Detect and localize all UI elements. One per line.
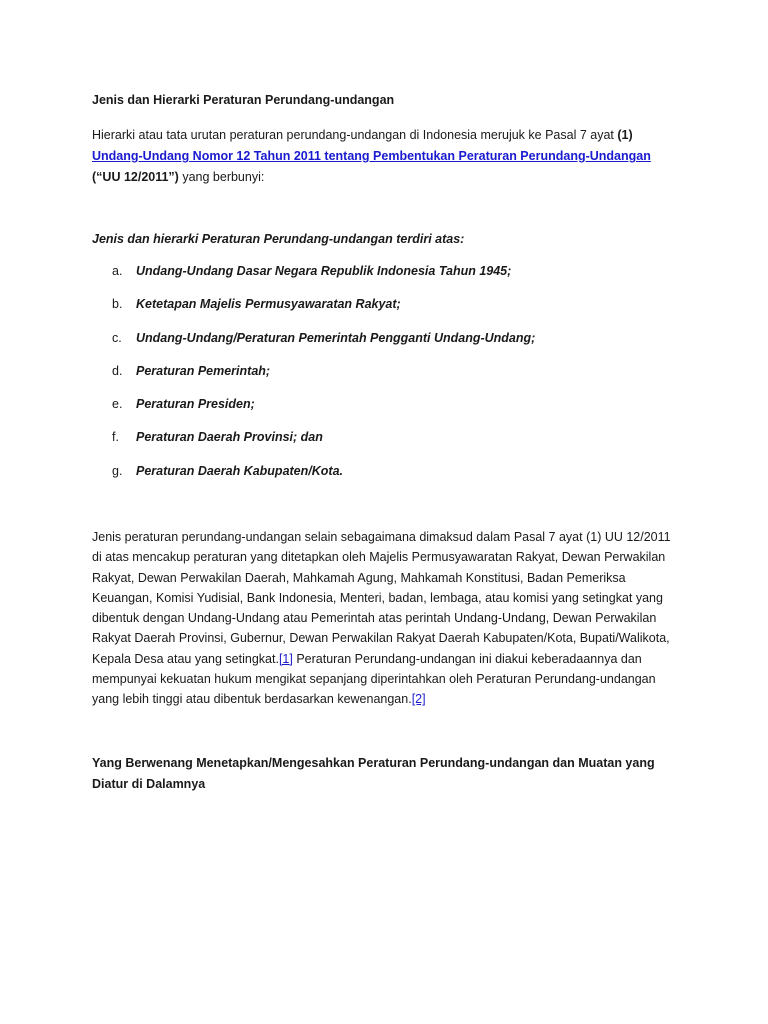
list-item-text: Peraturan Presiden; xyxy=(136,397,255,412)
list-marker: c. xyxy=(112,330,122,345)
intro-text-before: Hierarki atau tata urutan peraturan perundang-undangan di Indonesia merujuk ke Pasal 7 ayat xyxy=(92,128,618,142)
document-title: Jenis dan Hierarki Peraturan Perundang-undangan xyxy=(92,93,395,107)
list-item xyxy=(112,464,672,497)
intro-text-after: yang berbunyi: xyxy=(178,170,265,184)
paragraph-part-2: Peraturan Perundang-undangan ini diakui keberadaannya dan mempunyai kekuatan hukum mengikat sepanjang diperintahkan oleh Peraturan Perundang-undangan yang lebih tinggi atau dibentuk berdasarkan kewenangan. xyxy=(92,651,656,707)
uu-12-2011-link[interactable]: Undang-Undang Nomor 12 Tahun 2011 tentang Pembentukan Peraturan Perundang-Undangan xyxy=(92,149,651,163)
footnote-link-2[interactable]: [2] xyxy=(411,692,426,707)
list-marker: g. xyxy=(112,463,123,478)
body-paragraph xyxy=(92,527,682,710)
list-item-text: Ketetapan Majelis Permusyawaratan Rakyat; xyxy=(136,297,401,312)
list-heading: Jenis dan hierarki Peraturan Perundang-undangan terdiri atas: xyxy=(92,232,465,246)
list-item-text: Undang-Undang/Peraturan Pemerintah Pengganti Undang-Undang; xyxy=(136,330,536,345)
intro-paragraph xyxy=(92,125,682,188)
list-marker: f. xyxy=(112,430,119,445)
list-item xyxy=(112,364,672,397)
list-item-text: Peraturan Daerah Provinsi; dan xyxy=(136,430,323,445)
intro-bold-prefix: (1) xyxy=(617,128,633,142)
list-marker: d. xyxy=(112,363,123,378)
section-heading: Yang Berwenang Menetapkan/Mengesahkan Peraturan Perundang-undangan dan Muatan yang Diatur di Dalamnya xyxy=(92,756,655,791)
list-marker: b. xyxy=(112,297,123,312)
list-item xyxy=(112,331,672,364)
list-item xyxy=(112,264,672,297)
list-marker: a. xyxy=(112,264,123,278)
list-item xyxy=(112,430,672,463)
hierarchy-list xyxy=(112,264,672,497)
list-marker: e. xyxy=(112,397,123,412)
list-item-text: Peraturan Daerah Kabupaten/Kota. xyxy=(136,463,343,478)
list-item-text: Undang-Undang Dasar Negara Republik Indonesia Tahun 1945; xyxy=(136,264,512,278)
intro-bold-suffix: (“UU 12/2011”) xyxy=(92,170,179,184)
footnote-link-1[interactable]: [1] xyxy=(278,651,293,666)
list-item xyxy=(112,397,672,430)
list-item xyxy=(112,297,672,330)
list-item-text: Peraturan Pemerintah; xyxy=(136,363,271,378)
paragraph-part-1: Jenis peraturan perundang-undangan selain sebagaimana dimaksud dalam Pasal 7 ayat (1) UU 12/2011 di atas mencakup peraturan yang ditetapkan oleh Majelis Permusyawaratan Rakyat, Dewan Perwakilan Rakyat, Dewan Perwakilan Daerah, Mahkamah Agung, Mahkamah Konstitusi, Badan Pemeriksa Keuangan, Komisi Yudisial, Bank Indonesia, Menteri, badan, lembaga, atau komisi yang setingkat yang dibentuk dengan Undang-Undang atau Pemerintah atas perintah Undang-Undang, Dewan Perwakilan Rakyat Daerah Provinsi, Gubernur, Dewan Perwakilan Rakyat Daerah Kabupaten/Kota, Bupati/Walikota, Kepala Desa atau yang setingkat. xyxy=(92,530,671,666)
